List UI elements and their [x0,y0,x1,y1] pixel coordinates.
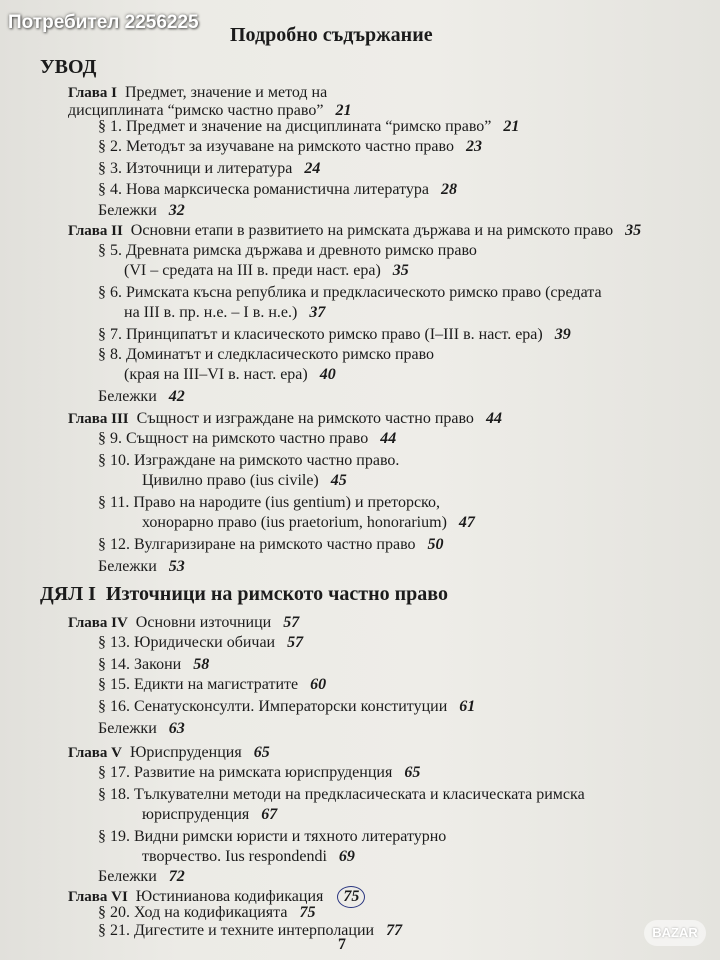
toc-entry-s10 [98,452,399,470]
notes-4-text: Бележки [98,720,157,737]
bazar-logo: BAZAR [644,920,706,946]
entry-s7-text: § 7. Принципатът и класическото римско право (I–III в. наст. ера) [98,326,543,343]
toc-notes-2 [98,388,185,406]
page-title: Подробно съдържание [230,24,433,46]
entry-s14-page: 58 [193,656,210,673]
toc-entry-s9 [98,430,396,448]
entry-s9-page: 44 [380,430,397,447]
entry-s19-page: 69 [338,848,355,865]
entry-s4-page: 28 [440,181,457,198]
toc-entry-s5-cont [124,262,409,280]
chapter-5-title: Юриспруденция [129,744,242,761]
entry-s16-page: 61 [459,698,476,715]
toc-notes-3 [98,558,185,576]
toc-entry-s7 [98,326,571,344]
toc-entry-s13 [98,634,303,652]
entry-s9-text: § 9. Същност на римското частно право [98,430,369,447]
toc-entry-s15 [98,676,326,694]
user-overlay-label: Потребител 2256225 [8,12,199,33]
toc-entry-s5 [98,242,477,260]
entry-s11-text-cont: хонорарно право (ius praetorium, honorarium) [142,514,447,531]
chapter-3-page: 44 [485,410,502,427]
entry-s19-text-cont: творчество. Ius respondendi [142,848,327,865]
entry-s16-text: § 16. Сенатусконсулти. Императорски конституции [98,698,448,715]
entry-s12-text: § 12. Вулгаризиране на римското частно право [98,536,416,553]
entry-s3-text: § 3. Източници и литература [98,160,293,177]
entry-s15-text: § 15. Едикти на магистратите [98,676,299,693]
notes-5-text: Бележки [98,868,157,885]
entry-s19-text: § 19. Видни римски юристи и тяхното литературно [98,828,447,845]
entry-s6-text-cont: на III в. пр. н.е. – I в. н.е.) [124,304,298,321]
entry-s1-text: § 1. Предмет и значение на дисциплината “римско право” [98,118,492,135]
chapter-4-page: 57 [283,614,300,631]
toc-entry-s14 [98,656,209,674]
chapter-5-heading [68,744,270,762]
part-1-title: Източници на римското частно право [105,583,448,605]
chapter-1-page: 21 [335,102,352,119]
entry-s5-text-cont: (VI – средата на III в. преди наст. ера) [124,262,381,279]
entry-s11-text: § 11. Право на народите (ius gentium) и преторско, [98,494,441,511]
entry-s14-text: § 14. Закони [98,656,182,673]
entry-s8-text-cont: (края на III–VI в. наст. ера) [124,366,308,383]
toc-entry-s21 [98,922,402,940]
notes-1-page: 32 [168,202,185,219]
chapter-3-title: Същност и изграждане на римското частно право [136,410,474,427]
toc-entry-s19-cont [142,848,355,866]
entry-s21-page: 77 [386,922,403,939]
entry-s8-text: § 8. Доминатът и следкласическото римско право [98,346,435,363]
entry-s17-text: § 17. Развитие на римската юриспруденция [98,764,393,781]
toc-entry-s18 [98,786,585,804]
part-1-heading [40,585,448,603]
toc-entry-s6-cont [124,304,325,322]
entry-s5-text: § 5. Древната римска държава и древното римско право [98,242,477,259]
chapter-3-label: Глава III [68,411,129,427]
toc-entry-s10-cont [142,472,347,490]
notes-3-page: 53 [168,558,185,575]
notes-4-page: 63 [168,720,185,737]
toc-entry-s2 [98,138,482,156]
toc-entry-s6 [98,284,602,302]
intro-heading: УВОД [40,56,97,78]
chapter-1-heading [68,84,327,102]
entry-s11-page: 47 [458,514,475,531]
chapter-3-heading [68,410,502,428]
entry-s10-text-cont: Цивилно право (ius civile) [142,472,319,489]
entry-s15-page: 60 [310,676,327,693]
toc-notes-4 [98,720,185,738]
chapter-6-title: Юстинианова кодификация [135,888,324,905]
entry-s17-page: 65 [404,764,421,781]
entry-s2-page: 23 [465,138,482,155]
toc-entry-s8 [98,346,434,364]
toc-entry-s16 [98,698,475,716]
chapter-2-label: Глава II [68,223,123,239]
entry-s2-text: § 2. Методът за изучаване на римското частно право [98,138,454,155]
chapter-4-title: Основни източници [135,614,272,631]
entry-s6-text: § 6. Римската късна република и предкласическото римско право (средата [98,284,602,301]
toc-entry-s1 [98,118,519,136]
entry-s6-page: 37 [309,304,326,321]
notes-5-page: 72 [168,868,185,885]
toc-entry-s4 [98,181,457,199]
chapter-4-label: Глава IV [68,615,128,631]
chapter-1-title-cont: дисциплината “римско частно право” [68,102,324,119]
entry-s18-page: 67 [261,806,278,823]
entry-s5-page: 35 [392,262,409,279]
chapter-1-title: Предмет, значение и метод на [124,84,328,101]
toc-entry-s20 [98,904,315,922]
toc-entry-s12 [98,536,444,554]
chapter-2-title: Основни етапи в развитието на римската държава и на римското право [130,222,614,239]
entry-s18-text-cont: юриспруденция [142,806,250,823]
toc-entry-s11-cont [142,514,475,532]
toc-entry-s11 [98,494,440,512]
page-number: 7 [338,936,346,953]
entry-s13-page: 57 [287,634,304,651]
toc-entry-s8-cont [124,366,336,384]
chapter-2-page: 35 [625,222,642,239]
entry-s12-page: 50 [427,536,444,553]
entry-s3-page: 24 [304,160,321,177]
entry-s13-text: § 13. Юридически обичаи [98,634,276,651]
entry-s7-page: 39 [554,326,571,343]
entry-s18-text: § 18. Тълкувателни методи на предкласическата и класическата римска [98,786,585,803]
entry-s10-page: 45 [330,472,347,489]
notes-2-page: 42 [168,388,185,405]
toc-entry-s19 [98,828,446,846]
toc-notes-1 [98,202,185,220]
chapter-2-heading [68,222,641,240]
notes-1-text: Бележки [98,202,157,219]
entry-s1-page: 21 [503,118,520,135]
part-1-label: ДЯЛ I [40,583,96,605]
entry-s20-text: § 20. Ход на кодификацията [98,904,288,921]
chapter-5-label: Глава V [68,745,122,761]
chapter-6-label: Глава VI [68,889,128,905]
entry-s10-text: § 10. Изграждане на римското частно право. [98,452,400,469]
chapter-6-page-circled: 75 [337,886,365,908]
toc-entry-s17 [98,764,420,782]
toc-notes-5 [98,868,185,886]
entry-s21-text: § 21. Дигестите и техните интерполации [98,922,375,939]
chapter-5-page: 65 [253,744,270,761]
notes-3-text: Бележки [98,558,157,575]
entry-s8-page: 40 [319,366,336,383]
entry-s20-page: 75 [299,904,316,921]
chapter-1-label: Глава I [68,85,117,101]
toc-entry-s3 [98,160,320,178]
notes-2-text: Бележки [98,388,157,405]
entry-s4-text: § 4. Нова марксическа романистична литература [98,181,429,198]
toc-entry-s18-cont [142,806,277,824]
chapter-4-heading [68,614,299,632]
